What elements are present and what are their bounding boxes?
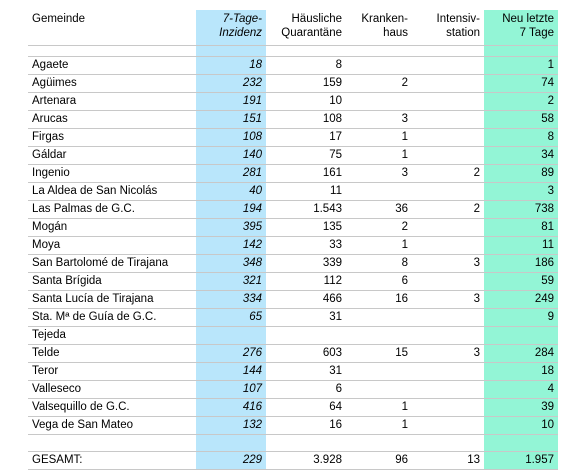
cell-krankenhaus: 1 [346,147,412,165]
cell-inzidenz: 40 [196,183,266,201]
table-row [28,147,558,165]
table-row [28,219,558,237]
table-row [28,417,558,435]
cell-quarantaene: 31 [266,309,346,327]
total-cell-quarantaene: 3.928 [266,452,346,470]
cell-neu: 3 [484,183,558,201]
cell-inzidenz: 194 [196,201,266,219]
cell-gemeinde: Agüimes [28,75,196,93]
cell-inzidenz: 18 [196,57,266,75]
header-krankenhaus: Kranken- haus [346,10,412,46]
cell-gemeinde: Mogán [28,219,196,237]
table-row [28,57,558,75]
cell-intensiv [412,57,484,75]
cell-neu [484,327,558,345]
table-row [28,399,558,417]
spreadsheet [28,10,558,470]
cell-inzidenz: 132 [196,417,266,435]
cell-neu: 4 [484,381,558,399]
cell-quarantaene: 603 [266,345,346,363]
table-row [28,345,558,363]
cell-krankenhaus: 2 [346,219,412,237]
header-neu: Neu letzte 7 Tage [484,10,558,46]
cell-inzidenz: 416 [196,399,266,417]
table-row [28,75,558,93]
cell-inzidenz: 144 [196,363,266,381]
cell-neu: 11 [484,237,558,255]
cell-neu: 81 [484,219,558,237]
cell-krankenhaus: 1 [346,399,412,417]
cell-krankenhaus: 16 [346,291,412,309]
cell-neu: 74 [484,75,558,93]
cell-intensiv: 3 [412,255,484,273]
cell-quarantaene: 31 [266,363,346,381]
cell-intensiv [412,327,484,345]
cell-neu: 34 [484,147,558,165]
cell-krankenhaus [346,363,412,381]
header-row [28,10,558,46]
cell-krankenhaus: 1 [346,417,412,435]
cell-intensiv: 2 [412,201,484,219]
cell-gemeinde: Moya [28,237,196,255]
cell-intensiv [412,237,484,255]
cell-gemeinde: Las Palmas de G.C. [28,201,196,219]
cell-inzidenz: 395 [196,219,266,237]
table-row [28,201,558,219]
cell-quarantaene: 135 [266,219,346,237]
cell-inzidenz: 281 [196,165,266,183]
cell-gemeinde: Santa Lucía de Tirajana [28,291,196,309]
cell-neu: 738 [484,201,558,219]
cell-quarantaene: 10 [266,93,346,111]
header-gemeinde: Gemeinde [28,10,196,46]
cell-quarantaene: 8 [266,57,346,75]
cell-inzidenz [196,327,266,345]
cell-neu: 18 [484,363,558,381]
cell-quarantaene: 33 [266,237,346,255]
cell-intensiv [412,417,484,435]
cell-quarantaene: 161 [266,165,346,183]
cell-gemeinde: La Aldea de San Nicolás [28,183,196,201]
cell-neu: 58 [484,111,558,129]
cell-gemeinde: Telde [28,345,196,363]
table-row [28,309,558,327]
cell-gemeinde: Santa Brígida [28,273,196,291]
cell-gemeinde: Ingenio [28,165,196,183]
cell-gemeinde: Firgas [28,129,196,147]
cell-neu: 284 [484,345,558,363]
table-row [28,273,558,291]
cell-intensiv [412,183,484,201]
cell-inzidenz: 276 [196,345,266,363]
cell-krankenhaus [346,327,412,345]
cell-gemeinde: Arucas [28,111,196,129]
cell-intensiv: 3 [412,345,484,363]
table-row [28,165,558,183]
cell-gemeinde: San Bartolomé de Tirajana [28,255,196,273]
cell-neu: 10 [484,417,558,435]
cell-neu: 186 [484,255,558,273]
cell-intensiv [412,309,484,327]
cell-inzidenz: 140 [196,147,266,165]
cell-quarantaene: 1.543 [266,201,346,219]
cell-inzidenz: 334 [196,291,266,309]
cell-intensiv [412,381,484,399]
cell-intensiv [412,219,484,237]
cell-krankenhaus: 8 [346,255,412,273]
cell-intensiv [412,93,484,111]
cell-intensiv [412,273,484,291]
cell-krankenhaus: 6 [346,273,412,291]
cell-quarantaene: 75 [266,147,346,165]
cell-inzidenz: 191 [196,93,266,111]
cell-inzidenz: 65 [196,309,266,327]
cell-inzidenz: 321 [196,273,266,291]
cell-inzidenz: 108 [196,129,266,147]
cell-quarantaene [266,327,346,345]
cell-quarantaene: 6 [266,381,346,399]
cell-intensiv [412,75,484,93]
cell-gemeinde: Sta. Mª de Guía de G.C. [28,309,196,327]
cell-intensiv [412,399,484,417]
cell-intensiv [412,129,484,147]
cell-gemeinde: Tejeda [28,327,196,345]
cell-quarantaene: 159 [266,75,346,93]
cell-krankenhaus [346,183,412,201]
cell-gemeinde: Agaete [28,57,196,75]
cell-intensiv [412,111,484,129]
municipality-table [28,10,558,470]
cell-quarantaene: 17 [266,129,346,147]
total-cell-neu: 1.957 [484,452,558,470]
cell-quarantaene: 112 [266,273,346,291]
cell-neu: 9 [484,309,558,327]
total-cell-gemeinde: GESAMT: [28,452,196,470]
table-row [28,327,558,345]
cell-inzidenz: 232 [196,75,266,93]
cell-krankenhaus [346,57,412,75]
cell-inzidenz: 142 [196,237,266,255]
header-quarantaene: Häusliche Quarantäne [266,10,346,46]
cell-krankenhaus: 1 [346,129,412,147]
cell-krankenhaus: 15 [346,345,412,363]
table-row [28,111,558,129]
cell-intensiv: 3 [412,291,484,309]
cell-gemeinde: Artenara [28,93,196,111]
cell-krankenhaus: 3 [346,165,412,183]
cell-inzidenz: 151 [196,111,266,129]
cell-intensiv: 2 [412,165,484,183]
cell-krankenhaus: 36 [346,201,412,219]
cell-gemeinde: Valsequillo de G.C. [28,399,196,417]
cell-inzidenz: 348 [196,255,266,273]
spacer-row [28,46,558,57]
total-cell-krankenhaus: 96 [346,452,412,470]
cell-gemeinde: Valleseco [28,381,196,399]
cell-krankenhaus: 2 [346,75,412,93]
cell-intensiv [412,147,484,165]
cell-intensiv [412,363,484,381]
cell-neu: 8 [484,129,558,147]
cell-quarantaene: 11 [266,183,346,201]
table-row [28,291,558,309]
cell-gemeinde: Vega de San Mateo [28,417,196,435]
cell-inzidenz: 107 [196,381,266,399]
total-cell-inzidenz: 229 [196,452,266,470]
cell-krankenhaus: 3 [346,111,412,129]
table-row [28,381,558,399]
total-cell-intensiv: 13 [412,452,484,470]
cell-neu: 39 [484,399,558,417]
cell-krankenhaus [346,381,412,399]
table-row [28,363,558,381]
cell-krankenhaus: 1 [346,237,412,255]
cell-quarantaene: 64 [266,399,346,417]
cell-quarantaene: 16 [266,417,346,435]
table-row [28,129,558,147]
total-row [28,452,558,470]
cell-neu: 2 [484,93,558,111]
table-row [28,93,558,111]
cell-gemeinde: Teror [28,363,196,381]
cell-gemeinde: Gáldar [28,147,196,165]
cell-quarantaene: 108 [266,111,346,129]
header-intensiv: Intensiv- station [412,10,484,46]
cell-krankenhaus [346,93,412,111]
table-row [28,237,558,255]
cell-neu: 1 [484,57,558,75]
cell-quarantaene: 339 [266,255,346,273]
cell-krankenhaus [346,309,412,327]
table-row [28,255,558,273]
spacer-row [28,435,558,452]
table-row [28,183,558,201]
cell-neu: 59 [484,273,558,291]
cell-neu: 89 [484,165,558,183]
cell-quarantaene: 466 [266,291,346,309]
cell-neu: 249 [484,291,558,309]
header-inzidenz: 7-Tage- Inzidenz [196,10,266,46]
